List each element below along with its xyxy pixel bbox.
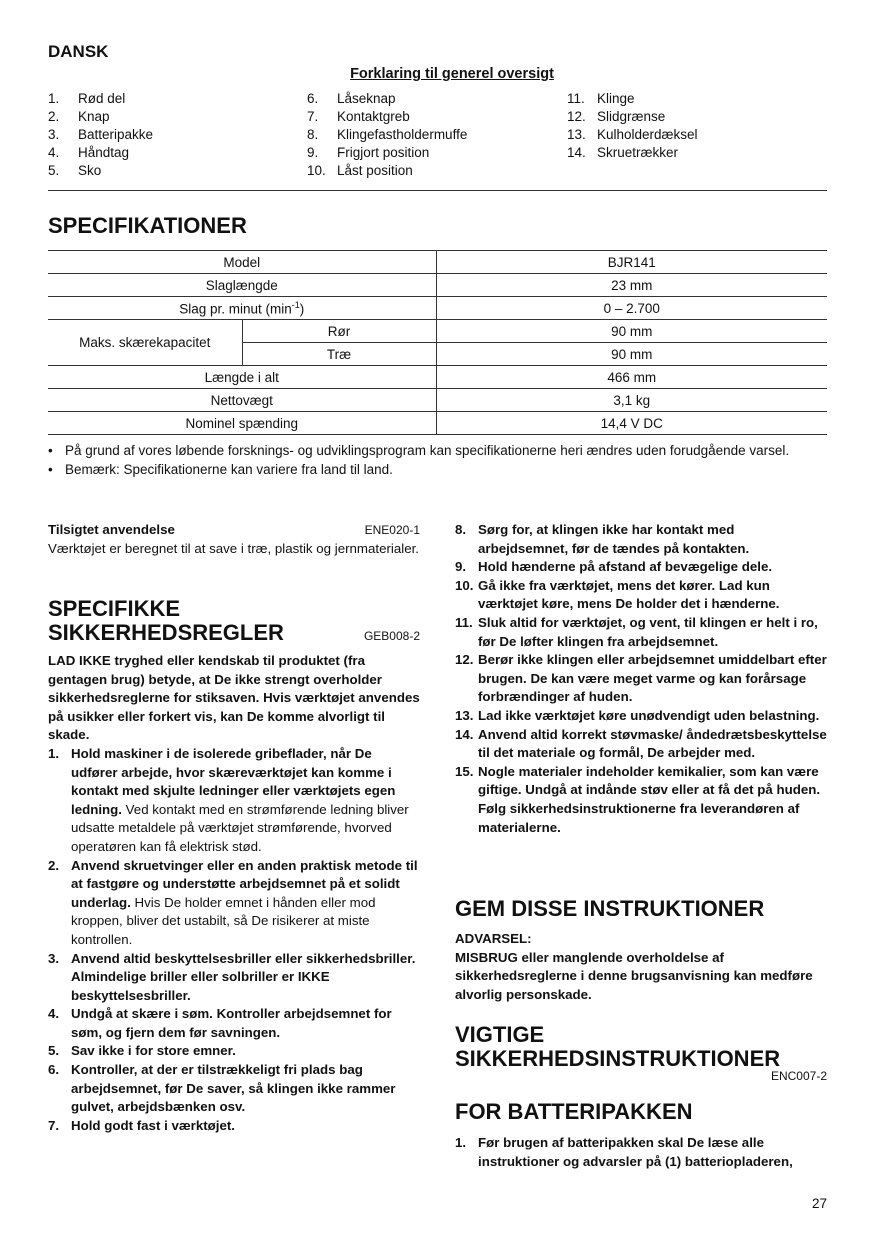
legend-column-2 bbox=[307, 90, 467, 180]
note-item: • Bemærk: Specifikationerne kan variere fra land til land. bbox=[48, 461, 827, 480]
legend-item: 4. Håndtag bbox=[48, 145, 130, 160]
legend-item: 2. Knap bbox=[48, 109, 110, 124]
spec-label: Nettovægt bbox=[48, 389, 436, 412]
table-row bbox=[48, 366, 827, 389]
list-item: 1. Hold maskiner i de isolerede gribeflader, når De udfører arbejde, hvor skæreværktøjet kan komme i kontakt med skjulte ledninger eller værktøjets egen ledning. Ved kontakt med en strømførende ledning bliver udsatte metaldele på værktøjet strømførende, hvorved operatøren kan få elektrisk stød. bbox=[48, 745, 409, 854]
legend-item: 11. Klinge bbox=[567, 91, 635, 106]
legend-item: 8. Klingefastholdermuffe bbox=[307, 127, 468, 142]
note-item: • På grund af vores løbende forsknings- og udviklingsprogram kan specifikationerne heri ændres uden forudgående varsel. bbox=[48, 442, 827, 461]
spec-notes bbox=[48, 442, 827, 479]
list-item: 1. Før brugen af batteripakken skal De læse alle instruktioner og advarsler på (1) batteriopladeren, bbox=[455, 1135, 793, 1169]
warning-label: ADVARSEL: bbox=[455, 931, 532, 946]
bullet-icon: • bbox=[48, 461, 53, 477]
legend-item: 13. Kulholderdæksel bbox=[567, 127, 698, 142]
legend-item: 1. Rød del bbox=[48, 91, 126, 106]
spec-value: 23 mm bbox=[436, 274, 827, 297]
legend-column-1 bbox=[48, 90, 153, 180]
section-code: GEB008-2 bbox=[363, 629, 420, 643]
save-instructions-title: GEM DISSE INSTRUKTIONER bbox=[455, 896, 765, 921]
language-heading: DANSK bbox=[48, 42, 109, 61]
table-row bbox=[48, 297, 827, 320]
list-item: 3. Anvend altid beskyttelsesbriller eller sikkerhedsbriller. Almindelige briller eller solbriller er IKKE beskyttelsesbriller. bbox=[48, 950, 416, 1003]
spec-value: 90 mm bbox=[436, 320, 827, 343]
list-item: 15. Nogle materialer indeholder kemikalier, som kan være giftige. Undgå at indånde støv eller at få det på huden. Følg sikkerhedsinstruktionerne fra leverandøren af materialerne. bbox=[455, 763, 821, 835]
spec-value: 90 mm bbox=[436, 343, 827, 366]
important-title-line1: VIGTIGE bbox=[455, 1022, 545, 1047]
list-item: 8. Sørg for, at klingen ikke har kontakt med arbejdsemnet, før de tændes på kontakten. bbox=[455, 522, 750, 556]
specifications-title: SPECIFIKATIONER bbox=[48, 213, 247, 238]
spec-label: Slaglængde bbox=[48, 274, 436, 297]
list-item: 11. Sluk altid for værktøjet, og vent, til klingen er helt i ro, før De løfter klingen fra arbejdsemnet. bbox=[455, 614, 818, 649]
legend-item: 6. Låseknap bbox=[307, 91, 396, 106]
spec-label: Maks. skærekapacitet bbox=[48, 320, 242, 366]
table-row bbox=[48, 274, 827, 297]
table-row bbox=[48, 389, 827, 412]
intended-use-title: Tilsigtet anvendelse bbox=[48, 522, 175, 537]
battery-list bbox=[455, 1134, 827, 1171]
warning-block bbox=[455, 930, 827, 1004]
list-item: 13. Lad ikke værktøjet køre unødvendigt uden belastning. bbox=[455, 707, 820, 723]
battery-title: FOR BATTERIPAKKEN bbox=[455, 1099, 693, 1124]
bullet-icon: • bbox=[48, 443, 53, 458]
intended-use-section bbox=[48, 521, 420, 558]
safety-title-block bbox=[48, 597, 420, 645]
spec-value: 3,1 kg bbox=[436, 389, 827, 412]
legend-column-3 bbox=[567, 90, 698, 162]
important-title-line2: SIKKERHEDSINSTRUKTIONER bbox=[455, 1046, 781, 1071]
safety-rules-left bbox=[48, 652, 420, 1135]
intended-use-text: Værktøjet er beregnet til at save i træ, plastik og jernmaterialer. bbox=[48, 540, 419, 556]
safety-intro: LAD IKKE tryghed eller kendskab til produktet (fra gentagen brug) betyde, at De ikke strengt overholder sikkerhedsreglerne for stiksaven. Hvis værktøjet anvendes på usikker eller forkert vis, kan De komme alvorligt til skade. bbox=[48, 653, 420, 743]
list-item: 14. Anvend altid korrekt støvmaske/ åndedrætsbeskyttelse til det materiale og formål, De arbejder med. bbox=[455, 726, 827, 761]
legend-title: Forklaring til generel oversigt bbox=[350, 66, 554, 82]
spec-sublabel: Rør bbox=[242, 320, 436, 343]
spec-label: Længde i alt bbox=[48, 366, 436, 389]
table-row bbox=[48, 412, 827, 435]
safety-title-line1: SPECIFIKKE bbox=[48, 596, 181, 621]
legend-item: 12. Slidgrænse bbox=[567, 109, 666, 124]
section-code: ENC007-2 bbox=[770, 1069, 827, 1083]
list-item: 6. Kontroller, at der er tilstrækkeligt fri plads bag arbejdsemnet, før De saver, så klingen ikke rammer gulvet, arbejdsbænken osv. bbox=[48, 1062, 396, 1115]
table-row bbox=[48, 251, 827, 274]
section-code: ENE020-1 bbox=[364, 523, 420, 537]
specifications-table bbox=[48, 250, 827, 435]
warning-text: MISBRUG eller manglende overholdelse af sikkerhedsreglerne i denne brugsanvisning kan medføre alvorlig personskade. bbox=[455, 949, 813, 1002]
list-item: 10. Gå ikke fra værktøjet, mens det kører. Lad kun værktøjet køre, mens De holder det i hænderne. bbox=[455, 577, 780, 612]
list-item: 12. Berør ikke klingen eller arbejdsemnet umiddelbart efter brugen. De kan være meget varme og kan forårsage forbrændinger af huden. bbox=[455, 652, 827, 705]
spec-label: Slag pr. minut $(\min^{-1})$ bbox=[48, 297, 436, 320]
list-item: 4. Undgå at skære i søm. Kontroller arbejdsemnet for søm, og fjern dem før savningen. bbox=[48, 1006, 392, 1040]
spec-value: 466 mm bbox=[436, 366, 827, 389]
spec-value: 14,4 V DC bbox=[436, 412, 827, 435]
page-number: 27 bbox=[811, 1196, 827, 1211]
important-title-block bbox=[455, 1023, 827, 1083]
divider bbox=[48, 190, 827, 191]
safety-rules-right bbox=[455, 521, 827, 837]
list-item: 7. Hold godt fast i værktøjet. bbox=[48, 1117, 236, 1133]
legend-item: 7. Kontaktgreb bbox=[307, 109, 410, 124]
spec-label: Model bbox=[48, 251, 436, 274]
safety-title-line2: SIKKERHEDSREGLER bbox=[48, 620, 284, 645]
spec-sublabel: Træ bbox=[242, 343, 436, 366]
spec-label: Nominel spænding bbox=[48, 412, 436, 435]
legend-item: 3. Batteripakke bbox=[48, 127, 154, 142]
spec-value: 0 – 2.700 bbox=[436, 297, 827, 320]
list-item: 9. Hold hænderne på afstand af bevægelige dele. bbox=[455, 559, 773, 575]
legend-item: 9. Frigjort position bbox=[307, 145, 430, 160]
table-row bbox=[48, 320, 827, 343]
legend-item: 10. Låst position bbox=[307, 163, 413, 178]
legend-item: 5. Sko bbox=[48, 163, 102, 178]
list-item: 5. Sav ikke i for store emner. bbox=[48, 1043, 236, 1059]
list-item: 2. Anvend skruetvinger eller en anden praktisk metode til at fastgøre og understøtte arbejdsemnet på et solidt underlag. Hvis De holder emnet i hånden eller mod kroppen, bliver det ustabilt, så De risikerer at miste kontrollen. bbox=[48, 857, 418, 947]
spec-value: BJR141 bbox=[436, 251, 827, 274]
legend-item: 14. Skruetrækker bbox=[567, 145, 679, 160]
